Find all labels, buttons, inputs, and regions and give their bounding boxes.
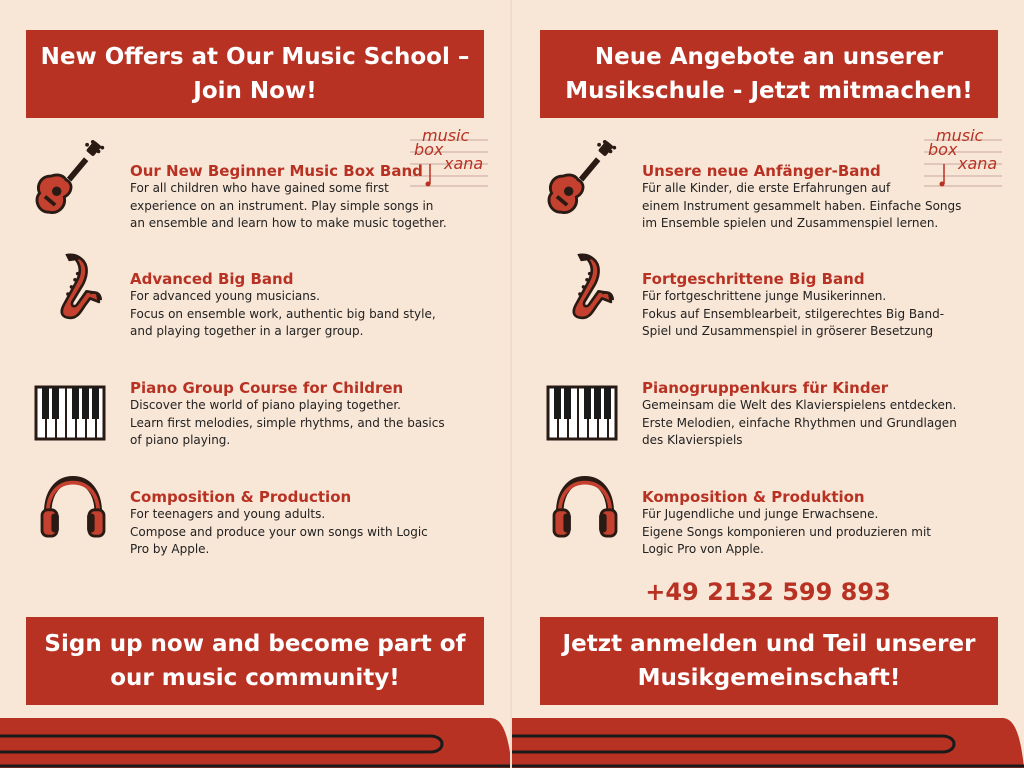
signup-text: Jetzt anmelden und Teil unserer Musikgemeinschaft! xyxy=(562,631,976,691)
offer-title: Composition & Production xyxy=(130,488,352,506)
signup-banner xyxy=(26,617,484,705)
headline: New Offers at Our Music School – Join Now! xyxy=(40,44,470,104)
offer-description: For advanced young musicians. Focus on ensemble work, authentic big band style, and playing together in a larger group. xyxy=(130,289,436,338)
signup-text: Sign up now and become part of our music community! xyxy=(44,631,466,691)
offer-composition xyxy=(642,488,987,559)
decorative-bottom-stripe xyxy=(0,718,512,768)
piano-keys-icon xyxy=(546,385,618,441)
offer-title: Pianogruppenkurs für Kinder xyxy=(642,379,889,397)
offer-title: Piano Group Course for Children xyxy=(130,379,404,397)
decorative-bottom-stripe xyxy=(512,718,1024,768)
logo-text-box: box xyxy=(414,140,444,159)
offer-big-band xyxy=(130,270,475,341)
headphones-icon xyxy=(40,476,106,538)
offer-description: For teenagers and young adults. Compose and produce your own songs with Logic Pro by Apple. xyxy=(130,507,428,556)
signup-banner xyxy=(540,617,998,705)
phone-number[interactable]: +49 2132 599 893 xyxy=(645,578,891,606)
offer-big-band xyxy=(642,270,987,341)
flyer-german xyxy=(512,0,1024,768)
headphones-icon xyxy=(552,476,618,538)
offer-piano-course xyxy=(642,379,987,450)
headline-banner xyxy=(26,30,484,118)
headline: Neue Angebote an unserer Musikschule - Jetzt mitmachen! xyxy=(565,44,973,104)
offer-description: Für Jugendliche und junge Erwachsene. Eigene Songs komponieren und produzieren mit Logic Pro von Apple. xyxy=(642,507,931,556)
offer-beginner-band xyxy=(130,162,475,233)
guitar-icon xyxy=(544,140,620,216)
offer-title: Our New Beginner Music Box Band xyxy=(130,162,423,180)
logo-text-music: music xyxy=(936,126,984,145)
offer-title: Advanced Big Band xyxy=(130,270,294,288)
offer-title: Komposition & Produktion xyxy=(642,488,865,506)
logo-text-box: box xyxy=(928,140,958,159)
offer-description: Gemeinsam die Welt des Klavierspielens entdecken. Erste Melodien, einfache Rhythmen und Grundlagen des Klavierspiels xyxy=(642,398,957,447)
offer-description: Discover the world of piano playing together. Learn first melodies, simple rhythms, and the basics of piano playing. xyxy=(130,398,445,447)
saxophone-icon xyxy=(556,246,618,326)
headline-banner xyxy=(540,30,998,118)
offer-description: Für alle Kinder, die erste Erfahrungen auf einem Instrument gesammelt haben. Einfache Songs im Ensemble spielen und Zusammenspiel lernen. xyxy=(642,181,962,230)
logo-text-xana: xana xyxy=(958,154,998,173)
offer-description: Für fortgeschrittene junge Musikerinnen. Fokus auf Ensemblearbeit, stilgerechtes Big Band- Spiel und Zusammenspiel in gröserer Besetzung xyxy=(642,289,945,338)
offer-title: Unsere neue Anfänger-Band xyxy=(642,162,881,180)
logo-text-music: music xyxy=(422,126,470,145)
offer-piano-course xyxy=(130,379,475,450)
guitar-icon xyxy=(32,140,108,216)
saxophone-icon xyxy=(44,246,106,326)
offer-title: Fortgeschrittene Big Band xyxy=(642,270,865,288)
offer-beginner-band xyxy=(642,162,987,233)
offer-composition xyxy=(130,488,475,559)
logo-text-xana: xana xyxy=(444,154,484,173)
piano-keys-icon xyxy=(34,385,106,441)
offer-description: For all children who have gained some first experience on an instrument. Play simple songs in an ensemble and learn how to make music together. xyxy=(130,181,447,230)
